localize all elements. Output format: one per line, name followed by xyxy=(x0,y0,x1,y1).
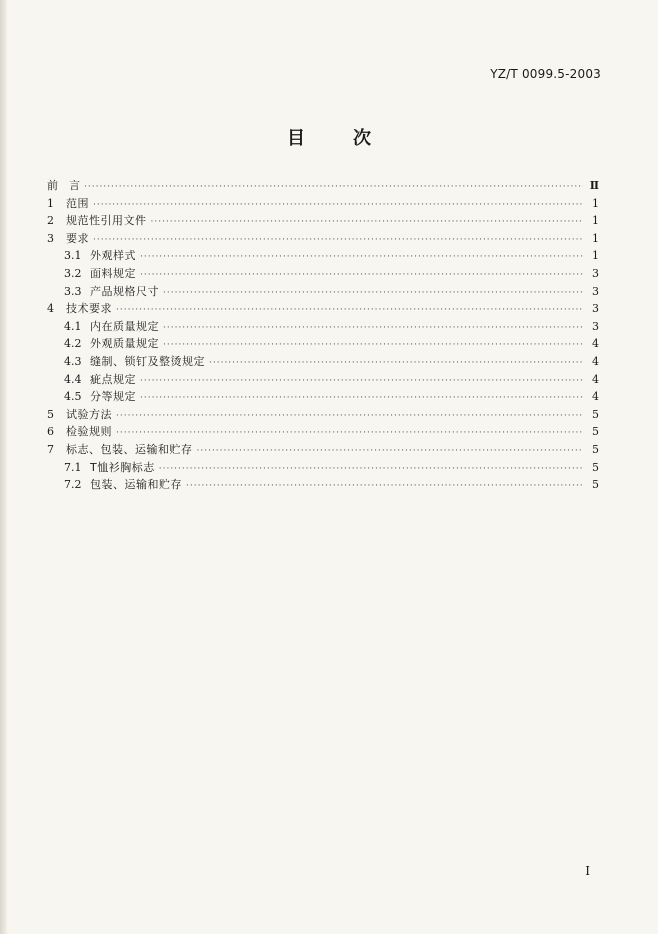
toc-entry-number: 4.3 xyxy=(64,354,82,368)
toc-entry-page: 4 xyxy=(592,354,599,368)
toc-entry-label: 外观质量规定 xyxy=(90,337,159,351)
toc-entry-page: 4 xyxy=(592,337,599,351)
toc-leader-dots xyxy=(93,197,583,215)
toc-leader-dots xyxy=(93,232,583,250)
toc-entry-label: 缝制、锁钉及整烫规定 xyxy=(90,354,205,368)
toc-entry-number: 7 xyxy=(47,442,54,456)
toc-entry-label: 标志、包装、运输和贮存 xyxy=(66,442,193,456)
toc-leader-dots xyxy=(116,302,583,320)
toc-leader-dots xyxy=(159,461,583,479)
toc-entry[interactable] xyxy=(47,230,599,248)
toc-entry-number: 3.3 xyxy=(64,284,82,298)
toc-entry[interactable] xyxy=(47,195,599,213)
toc-entry-page: 5 xyxy=(592,425,599,439)
toc-entry-label: 产品规格尺寸 xyxy=(90,284,159,298)
toc-entry-page: 5 xyxy=(592,460,599,474)
toc-entry-page: 4 xyxy=(592,390,599,404)
toc-entry-label: 规范性引用文件 xyxy=(66,214,147,228)
toc-entry-number: 4.4 xyxy=(64,372,82,386)
toc-leader-dots xyxy=(84,179,583,197)
toc-entry-number: 5 xyxy=(47,407,54,421)
toc-leader-dots xyxy=(140,373,583,391)
toc-entry[interactable] xyxy=(47,335,599,353)
toc-entry-page: 3 xyxy=(592,266,599,280)
toc-entry-number: 3 xyxy=(47,231,54,245)
toc-entry-label: 外观样式 xyxy=(90,249,136,263)
toc-title-char-1: 目 xyxy=(287,128,305,149)
toc-leader-dots xyxy=(140,249,583,267)
toc-leader-dots xyxy=(209,355,583,373)
toc-entry-number: 6 xyxy=(47,425,54,439)
toc-entry[interactable] xyxy=(47,300,599,318)
toc-entry-label: 范围 xyxy=(66,196,89,210)
toc-entry-label: 疵点规定 xyxy=(90,372,136,386)
toc-entry-page: 3 xyxy=(592,302,599,316)
toc-leader-dots xyxy=(186,478,583,496)
toc-entry[interactable] xyxy=(47,265,599,283)
toc-entry[interactable] xyxy=(47,371,599,389)
toc-entry[interactable] xyxy=(47,353,599,371)
toc-entry-number: 4 xyxy=(47,302,54,316)
toc-entry[interactable] xyxy=(47,459,599,477)
toc-leader-dots xyxy=(163,337,583,355)
toc-entry-page: 3 xyxy=(592,319,599,333)
toc-leader-dots xyxy=(140,267,583,285)
toc-title-char-2: 次 xyxy=(353,128,371,149)
toc-entry-page: 1 xyxy=(592,196,599,210)
toc-leader-dots xyxy=(116,408,583,426)
toc-entry[interactable] xyxy=(47,177,599,195)
toc-leader-dots xyxy=(140,390,583,408)
toc-entry-number: 3.2 xyxy=(64,266,82,280)
toc-entry-label: 内在质量规定 xyxy=(90,319,159,333)
toc-entry-label: 分等规定 xyxy=(90,390,136,404)
toc-entry-page: 3 xyxy=(592,284,599,298)
toc-entry-number: 2 xyxy=(47,214,54,228)
toc-entry-number: 7.1 xyxy=(64,460,82,474)
toc-entry[interactable] xyxy=(47,476,599,494)
document-code: YZ/T 0099.5-2003 xyxy=(490,67,601,81)
toc-entry-page: 4 xyxy=(592,372,599,386)
toc-entry-label: 试验方法 xyxy=(66,407,112,421)
toc-entry-page: 1 xyxy=(592,231,599,245)
toc-entry-number: 4.5 xyxy=(64,390,82,404)
toc-entry[interactable] xyxy=(47,388,599,406)
toc-entry-number: 3.1 xyxy=(64,249,82,263)
toc-entry-label: 面料规定 xyxy=(90,266,136,280)
footer-page-number: I xyxy=(585,864,590,878)
toc-entry[interactable] xyxy=(47,283,599,301)
toc-leader-dots xyxy=(151,214,584,232)
toc-entry-page: Ⅱ xyxy=(589,179,599,192)
table-of-contents xyxy=(47,177,599,494)
toc-leader-dots xyxy=(163,285,583,303)
toc-entry[interactable] xyxy=(47,212,599,230)
toc-leader-dots xyxy=(197,443,584,461)
toc-entry-page: 5 xyxy=(592,407,599,421)
toc-entry-page: 1 xyxy=(592,249,599,263)
toc-entry-number: 4.2 xyxy=(64,337,82,351)
toc-entry-label: 包装、运输和贮存 xyxy=(90,478,182,492)
toc-entry[interactable] xyxy=(47,247,599,265)
toc-entry-page: 5 xyxy=(592,478,599,492)
toc-entry[interactable] xyxy=(47,423,599,441)
toc-entry-page: 5 xyxy=(592,442,599,456)
toc-entry-page: 1 xyxy=(592,214,599,228)
toc-entry-label: T恤衫胸标志 xyxy=(90,460,155,474)
toc-entry-label: 检验规则 xyxy=(66,425,112,439)
toc-entry-label: 技术要求 xyxy=(66,302,112,316)
toc-leader-dots xyxy=(163,320,583,338)
toc-entry-number: 前 言 xyxy=(47,179,80,192)
toc-entry[interactable] xyxy=(47,441,599,459)
toc-entry[interactable] xyxy=(47,318,599,336)
toc-entry-number: 4.1 xyxy=(64,319,82,333)
toc-entry-number: 7.2 xyxy=(64,478,82,492)
toc-entry-number: 1 xyxy=(47,196,54,210)
toc-title xyxy=(0,124,658,150)
toc-entry-label: 要求 xyxy=(66,231,89,245)
toc-entry[interactable] xyxy=(47,406,599,424)
